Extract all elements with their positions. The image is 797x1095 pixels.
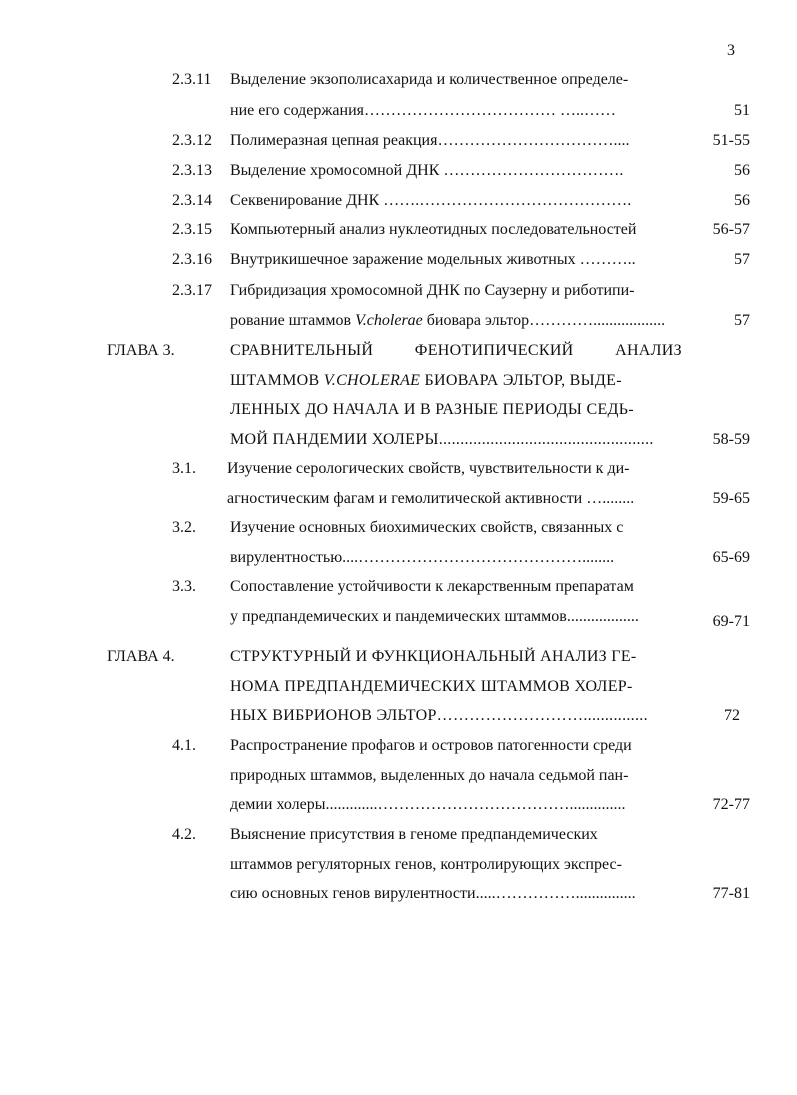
- toc-number: 2.3.11: [172, 71, 212, 88]
- toc-title-cont: ние его содержания……………………………… …..……: [230, 102, 617, 119]
- toc-title-cont: сию основных генов вирулентности.....……………...............: [230, 885, 636, 902]
- toc-title: Сопоставление устойчивости к лекарственным препаратам: [230, 578, 634, 595]
- toc-title-cont: у предпандемических и пандемических штаммов..................: [230, 608, 639, 625]
- toc-page: 56-57: [712, 221, 750, 238]
- chapter-title: СТРУКТУРНЫЙ И ФУНКЦИОНАЛЬНЫЙ АНАЛИЗ ГЕ-: [230, 648, 637, 665]
- toc-number: 2.3.12: [172, 132, 212, 149]
- toc-title: Выделение хромосомной ДНК …………………………….: [230, 162, 624, 179]
- toc-number: 2.3.14: [172, 192, 212, 209]
- toc-number: 4.1.: [172, 737, 196, 754]
- toc-page: 69-71: [712, 613, 750, 630]
- species-name: V.cholerae: [355, 312, 423, 329]
- toc-title: Выяснение присутствия в геноме предпандемических: [230, 826, 598, 843]
- chapter-title: СРАВНИТЕЛЬНЫЙ ФЕНОТИПИЧЕСКИЙ АНАЛИЗ: [230, 342, 682, 359]
- toc-title: Гибридизация хромосомной ДНК по Саузерну и риботипи-: [230, 282, 635, 299]
- chapter-title-cont: МОЙ ПАНДЕМИИ ХОЛЕРЫ..................................................: [230, 431, 654, 448]
- toc-title: Секвенирование ДНК …….………………………………….: [230, 192, 632, 209]
- chapter-title-cont: ШТАММОВ V.CHOLERAE БИОВАРА ЭЛЬТОР, ВЫДЕ-: [230, 372, 622, 389]
- toc-page: 72-77: [712, 796, 750, 813]
- toc-page: 59-65: [712, 490, 750, 507]
- toc-title: Внутрикишечное заражение модельных животных ………..: [230, 251, 636, 268]
- chapter-title-cont: НЫХ ВИБРИОНОВ ЭЛЬТОР………………………...............: [230, 707, 648, 724]
- toc-page: 77-81: [712, 885, 750, 902]
- toc-page: 58-59: [712, 431, 750, 448]
- toc-page: 72: [724, 707, 740, 724]
- toc-number: 4.2.: [172, 826, 196, 843]
- toc-number: 2.3.17: [172, 282, 212, 299]
- chapter-title-cont: НОМА ПРЕДПАНДЕМИЧЕСКИХ ШТАММОВ ХОЛЕР-: [230, 678, 633, 695]
- toc-title: Полимеразная цепная реакция……………………………....: [230, 132, 630, 149]
- toc-title-cont: демии холеры.............………………………………..............: [230, 796, 626, 813]
- chapter-label: ГЛАВА 4.: [107, 648, 175, 665]
- toc-number: 2.3.15: [172, 221, 212, 238]
- toc-title: Распространение профагов и островов патогенности среди: [230, 737, 632, 754]
- toc-title: Изучение основных биохимических свойств, связанных с: [230, 519, 624, 536]
- chapter-label: ГЛАВА 3.: [107, 342, 175, 359]
- toc-title-cont: природных штаммов, выделенных до начала седьмой пан-: [230, 767, 629, 784]
- toc-title-cont: агностическим фагам и гемолитической активности …........: [227, 490, 635, 507]
- toc-number: 3.3.: [172, 578, 196, 595]
- toc-title: Изучение серологических свойств, чувствительности к ди-: [227, 460, 630, 477]
- toc-number: 3.2.: [172, 519, 196, 536]
- species-name: V.CHOLERAE: [323, 372, 421, 389]
- toc-title: Компьютерный анализ нуклеотидных последовательностей: [230, 221, 637, 238]
- chapter-title-cont: ЛЕННЫХ ДО НАЧАЛА И В РАЗНЫЕ ПЕРИОДЫ СЕДЬ-: [230, 401, 634, 418]
- toc-page: 51-55: [712, 132, 750, 149]
- toc-page: 57: [734, 251, 750, 268]
- toc-page: 65-69: [712, 549, 750, 566]
- toc-number: 3.1.: [172, 460, 196, 477]
- toc-title-cont: вирулентностью....……………………………………........: [230, 549, 615, 566]
- page-number: 3: [727, 42, 735, 59]
- toc-title: Выделение экзополисахарида и количественное определе-: [230, 71, 629, 88]
- toc-title-cont: рование штаммов V.cholerae биовара эльтор…………..................: [230, 312, 666, 329]
- toc-number: 2.3.16: [172, 251, 212, 268]
- toc-title-cont: штаммов регуляторных генов, контролирующих экспрес-: [230, 856, 622, 873]
- toc-number: 2.3.13: [172, 162, 212, 179]
- toc-page: 51: [734, 102, 750, 119]
- toc-page: 56: [734, 162, 750, 179]
- toc-page: 57: [734, 312, 750, 329]
- toc-page: 56: [734, 192, 750, 209]
